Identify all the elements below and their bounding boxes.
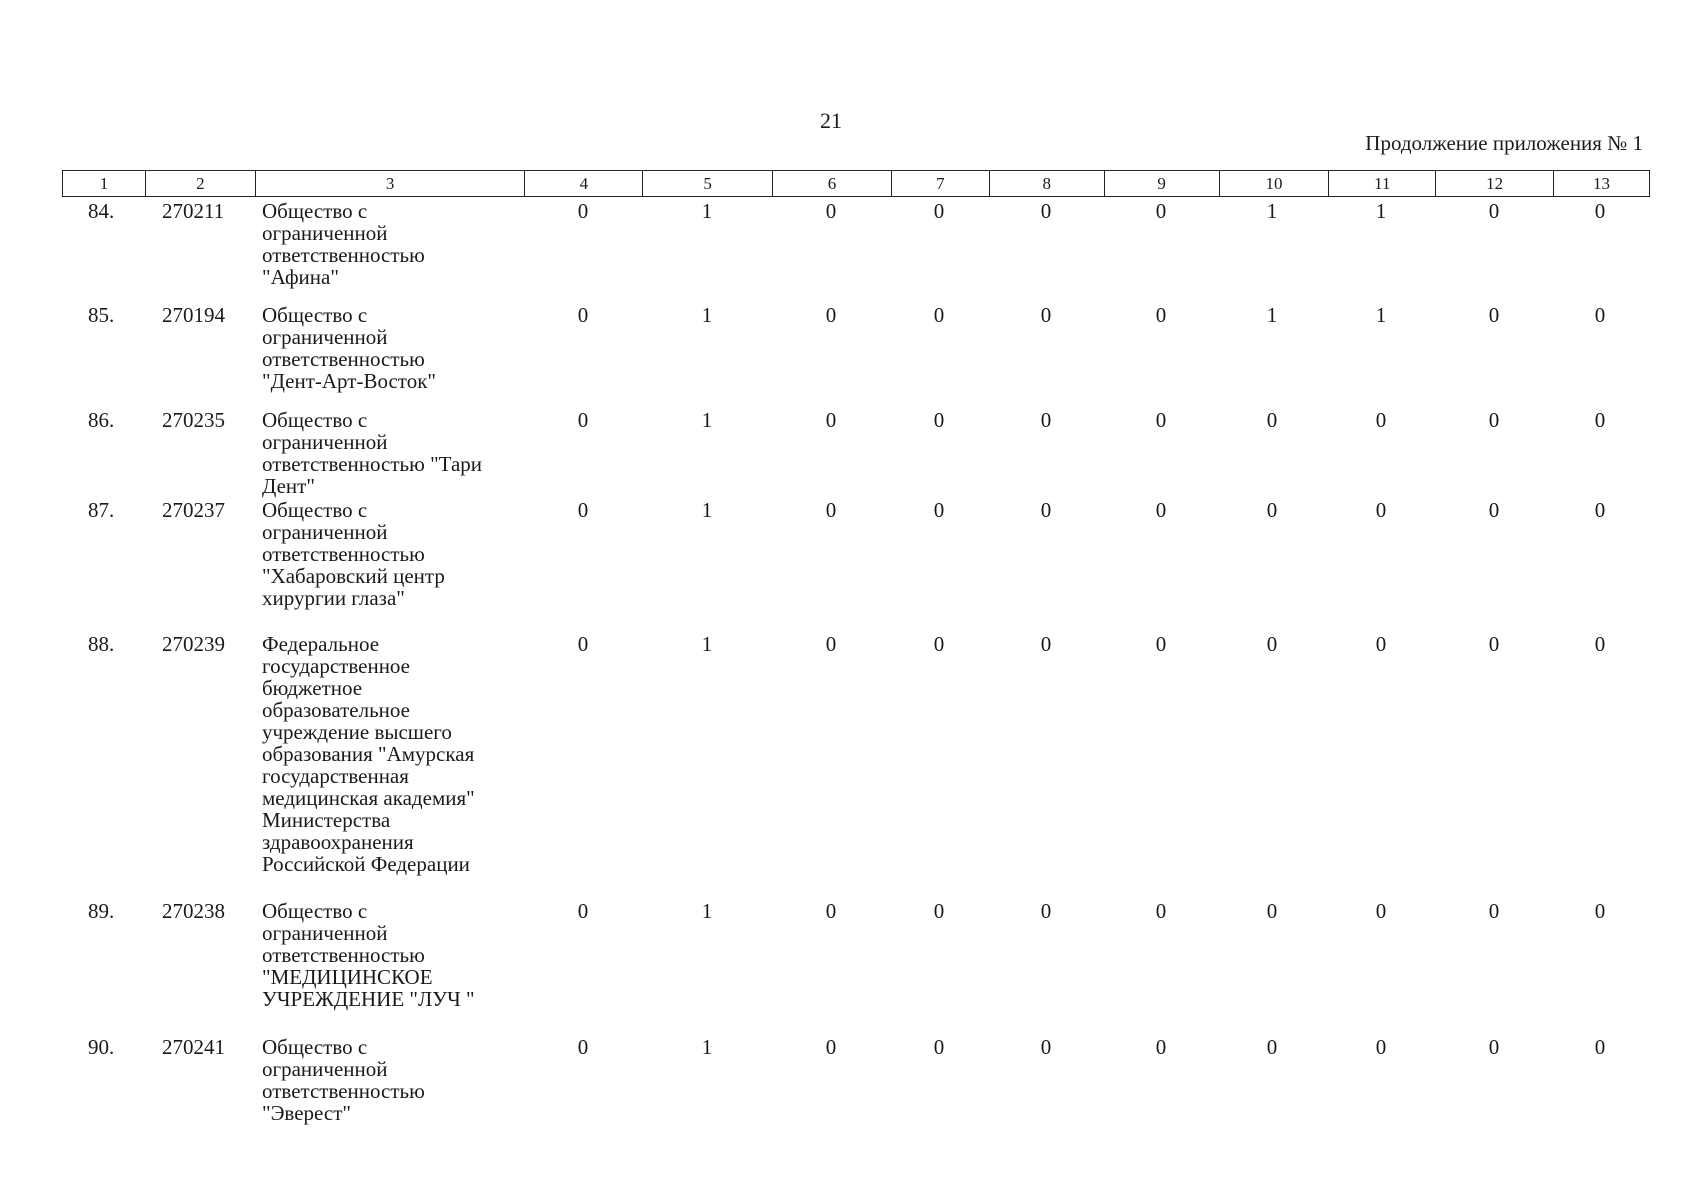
value-col-6: 0 — [825, 498, 837, 522]
value-col-12: 0 — [1488, 303, 1500, 327]
value-col-10: 1 — [1266, 199, 1278, 223]
organization-name: Общество с ограниченной ответственностью "Афина" — [262, 199, 425, 289]
column-number-header — [62, 170, 1650, 197]
value-col-13: 0 — [1594, 408, 1606, 432]
column-header-8: 8 — [990, 171, 1105, 196]
value-col-8: 0 — [1040, 498, 1052, 522]
value-col-13: 0 — [1594, 899, 1606, 923]
value-col-4: 0 — [577, 408, 589, 432]
value-col-8: 0 — [1040, 1035, 1052, 1059]
page-number: 21 — [820, 108, 842, 133]
value-col-6: 0 — [825, 899, 837, 923]
value-col-6: 0 — [825, 632, 837, 656]
value-col-9: 0 — [1155, 408, 1167, 432]
row-number: 85. — [88, 303, 115, 327]
value-col-12: 0 — [1488, 899, 1500, 923]
organization-code: 270194 — [162, 303, 225, 327]
value-col-10: 0 — [1266, 1035, 1278, 1059]
value-col-10: 0 — [1266, 899, 1278, 923]
value-col-7: 0 — [933, 408, 945, 432]
value-col-8: 0 — [1040, 408, 1052, 432]
row-number: 87. — [88, 498, 115, 522]
value-col-8: 0 — [1040, 199, 1052, 223]
row-number: 84. — [88, 199, 115, 223]
row-number: 90. — [88, 1035, 115, 1059]
value-col-11: 0 — [1375, 498, 1387, 522]
organization-code: 270241 — [162, 1035, 225, 1059]
value-col-5: 1 — [701, 632, 713, 656]
value-col-9: 0 — [1155, 498, 1167, 522]
value-col-6: 0 — [825, 1035, 837, 1059]
value-col-13: 0 — [1594, 632, 1606, 656]
value-col-11: 1 — [1375, 199, 1387, 223]
column-header-6: 6 — [773, 171, 892, 196]
value-col-7: 0 — [933, 899, 945, 923]
value-col-5: 1 — [701, 498, 713, 522]
organization-code: 270237 — [162, 498, 225, 522]
organization-name: Общество с ограниченной ответственностью "Тари Дент" — [262, 408, 483, 498]
value-col-6: 0 — [825, 303, 837, 327]
column-header-2: 2 — [146, 171, 256, 196]
value-col-5: 1 — [701, 1035, 713, 1059]
value-col-11: 0 — [1375, 632, 1387, 656]
value-col-7: 0 — [933, 498, 945, 522]
column-header-13: 13 — [1593, 174, 1611, 193]
column-header-9: 9 — [1105, 171, 1220, 196]
organization-code: 270239 — [162, 632, 225, 656]
organization-name: Общество с ограниченной ответственностью "Дент-Арт-Восток" — [262, 303, 436, 393]
column-header-1: 1 — [63, 171, 146, 196]
value-col-11: 1 — [1375, 303, 1387, 327]
value-col-8: 0 — [1040, 303, 1052, 327]
value-col-8: 0 — [1040, 632, 1052, 656]
value-col-6: 0 — [825, 408, 837, 432]
column-header-11: 11 — [1329, 171, 1436, 196]
value-col-12: 0 — [1488, 408, 1500, 432]
value-col-5: 1 — [701, 303, 713, 327]
value-col-9: 0 — [1155, 632, 1167, 656]
column-header-5: 5 — [643, 171, 773, 196]
organization-code: 270211 — [162, 199, 225, 223]
column-header-12: 12 — [1436, 171, 1554, 196]
value-col-10: 1 — [1266, 303, 1278, 327]
value-col-5: 1 — [701, 899, 713, 923]
value-col-9: 0 — [1155, 899, 1167, 923]
row-number: 89. — [88, 899, 115, 923]
appendix-note: Продолжение приложения № 1 — [1365, 131, 1643, 155]
value-col-7: 0 — [933, 303, 945, 327]
organization-code: 270235 — [162, 408, 225, 432]
value-col-11: 0 — [1375, 899, 1387, 923]
organization-name: Общество с ограниченной ответственностью "МЕДИЦИНСКОЕ УЧРЕЖДЕНИЕ "ЛУЧ " — [262, 899, 475, 1011]
value-col-11: 0 — [1375, 408, 1387, 432]
column-header-7: 7 — [892, 171, 990, 196]
value-col-8: 0 — [1040, 899, 1052, 923]
column-header-10: 10 — [1220, 171, 1330, 196]
row-number: 88. — [88, 632, 115, 656]
value-col-12: 0 — [1488, 199, 1500, 223]
value-col-7: 0 — [933, 632, 945, 656]
value-col-7: 0 — [933, 1035, 945, 1059]
value-col-9: 0 — [1155, 199, 1167, 223]
column-header-4: 4 — [525, 171, 643, 196]
organization-name: Общество с ограниченной ответственностью "Эверест" — [262, 1035, 425, 1125]
value-col-13: 0 — [1594, 498, 1606, 522]
value-col-7: 0 — [933, 199, 945, 223]
value-col-13: 0 — [1594, 1035, 1606, 1059]
value-col-9: 0 — [1155, 1035, 1167, 1059]
column-header-3: 3 — [256, 171, 526, 196]
value-col-9: 0 — [1155, 303, 1167, 327]
value-col-12: 0 — [1488, 1035, 1500, 1059]
row-number: 86. — [88, 408, 115, 432]
value-col-4: 0 — [577, 632, 589, 656]
value-col-4: 0 — [577, 1035, 589, 1059]
value-col-4: 0 — [577, 303, 589, 327]
value-col-5: 1 — [701, 199, 713, 223]
organization-name: Общество с ограниченной ответственностью "Хабаровский центр хирургии глаза" — [262, 498, 445, 610]
value-col-10: 0 — [1266, 632, 1278, 656]
value-col-4: 0 — [577, 498, 589, 522]
value-col-5: 1 — [701, 408, 713, 432]
value-col-13: 0 — [1594, 199, 1606, 223]
value-col-6: 0 — [825, 199, 837, 223]
organization-name: Федеральное государственное бюджетное образовательное учреждение высшего образования "Амурская государственная медицинская академия" Министерства здравоохранения Российской Федерации — [262, 632, 475, 876]
value-col-12: 0 — [1488, 632, 1500, 656]
organization-code: 270238 — [162, 899, 225, 923]
value-col-4: 0 — [577, 899, 589, 923]
value-col-11: 0 — [1375, 1035, 1387, 1059]
value-col-10: 0 — [1266, 498, 1278, 522]
value-col-13: 0 — [1594, 303, 1606, 327]
value-col-4: 0 — [577, 199, 589, 223]
value-col-10: 0 — [1266, 408, 1278, 432]
value-col-12: 0 — [1488, 498, 1500, 522]
